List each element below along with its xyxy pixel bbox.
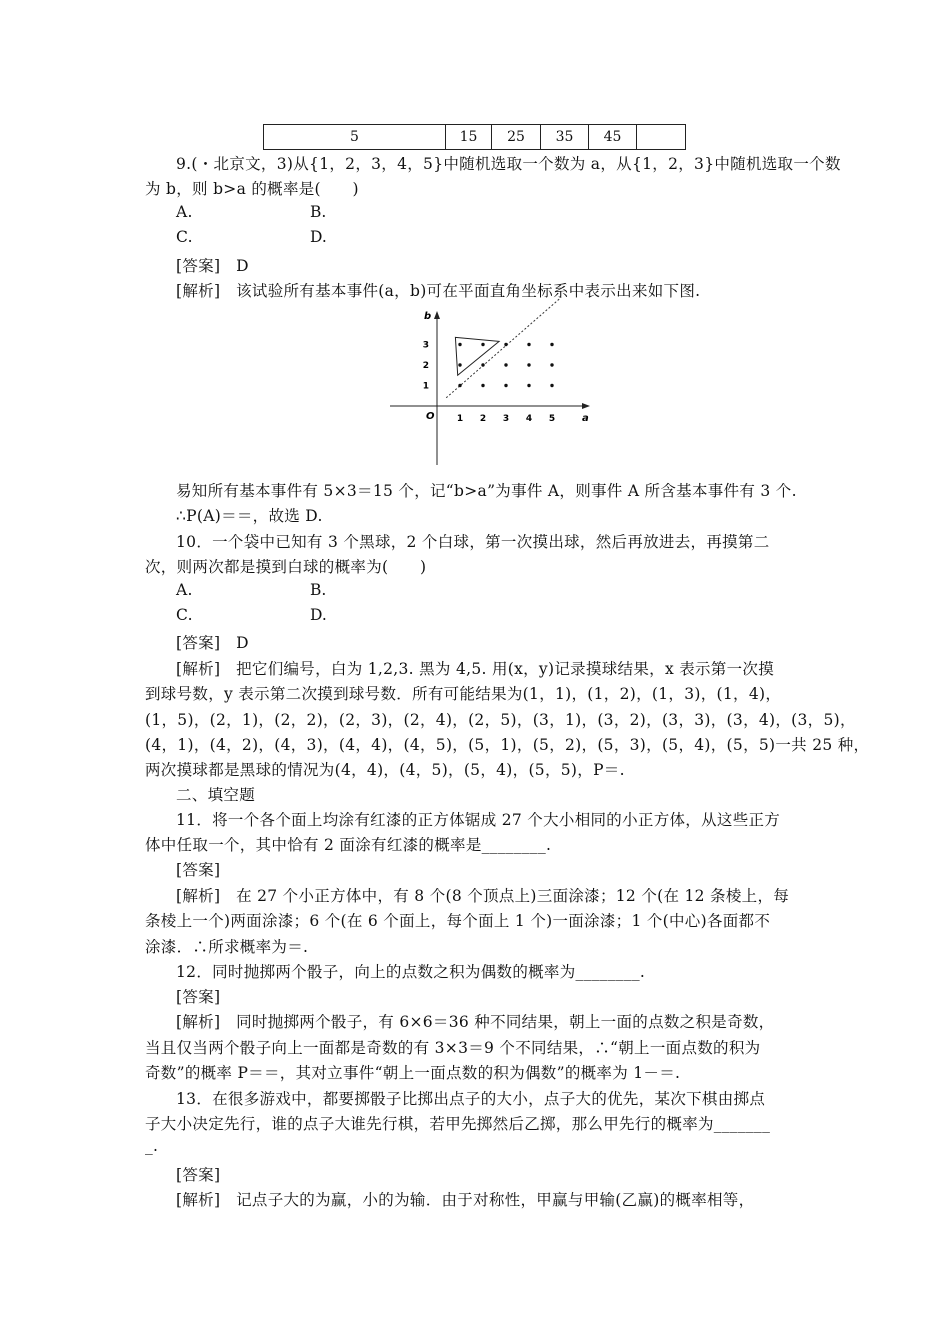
x-tick-label: 2 xyxy=(479,414,487,424)
data-point xyxy=(458,384,461,387)
data-point xyxy=(458,363,461,366)
highlight-triangle xyxy=(455,337,499,375)
table-cell: 5 xyxy=(264,125,446,150)
x-tick-label: 3 xyxy=(502,414,510,424)
data-point xyxy=(527,384,530,387)
q9-option-d: D. xyxy=(310,228,327,246)
q10-option-d: D. xyxy=(310,606,327,624)
q13-line2: 子大小决定先行，谁的点子大谁先行棋，若甲先掷然后乙掷，那么甲先行的概率为_______ xyxy=(145,1115,771,1133)
q9-option-c: C. xyxy=(176,228,193,246)
q10-line2: 次，则两次都是摸到白球的概率为( ) xyxy=(145,558,427,576)
q10-line1: 10．一个袋中已知有 3 个黑球，2 个白球，第一次摸出球，然后再放进去，再摸第二 xyxy=(176,533,770,551)
data-point xyxy=(504,363,507,366)
x-tick-label: 4 xyxy=(525,414,533,424)
after-line2: ∴P(A)＝＝，故选 D. xyxy=(176,507,323,525)
data-point xyxy=(527,363,530,366)
q11-line2: 体中任取一个，其中恰有 2 面涂有红漆的概率是________. xyxy=(145,836,552,854)
q9-option-a: A. xyxy=(176,203,193,221)
table-cell: 45 xyxy=(589,125,637,150)
q10-analysis-line2: 到球号数，y 表示第二次摸到球号数．所有可能结果为(1，1)，(1，2)，(1，3)，(1，4)， xyxy=(145,685,782,703)
data-point xyxy=(481,363,484,366)
y-axis-label: b xyxy=(424,311,432,322)
table-cell: 25 xyxy=(492,125,541,150)
table-cell: 15 xyxy=(446,125,492,150)
y-tick-label: 2 xyxy=(422,361,429,371)
q9-answer: [答案] D xyxy=(176,257,249,275)
x-tick-label: 1 xyxy=(456,414,464,424)
q11-answer: [答案] xyxy=(176,861,221,879)
q9-line1: 9.(・北京文，3)从{1，2，3，4，5}中随机选取一个数为 a，从{1，2，3}中随机选取一个数 xyxy=(176,155,841,173)
y-tick-label: 1 xyxy=(422,381,429,392)
q10-analysis-line3: (1，5)，(2，1)，(2，2)，(2，3)，(2，4)，(2，5)，(3，1)，(3，2)，(3，3)，(3，4)，(3，5)， xyxy=(145,711,856,729)
x-axis-label: a xyxy=(582,413,589,424)
q10-option-b: B. xyxy=(310,581,327,599)
data-point xyxy=(550,343,553,346)
q9-analysis: [解析] 该试验所有基本事件(a，b)可在平面直角坐标系中表示出来如下图. xyxy=(176,282,701,300)
q10-analysis-line1: [解析] 把它们编号，白为 1,2,3. 黑为 4,5. 用(x，y)记录摸球结果，x 表示第一次摸 xyxy=(176,660,775,678)
x-axis-arrow xyxy=(582,403,590,409)
q9-line2: 为 b，则 b>a 的概率是( ) xyxy=(145,180,359,198)
y-axis-arrow xyxy=(434,311,440,319)
q11-analysis-line3: 涂漆．∴所求概率为＝. xyxy=(145,938,309,956)
q12-analysis-line3: 奇数”的概率 P＝＝，其对立事件“朝上一面点数的积为偶数”的概率为 1－＝. xyxy=(145,1064,681,1082)
data-point xyxy=(481,384,484,387)
data-point xyxy=(504,384,507,387)
q10-option-a: A. xyxy=(176,581,193,599)
x-tick-label: 5 xyxy=(548,414,556,424)
q13-analysis-line1: [解析] 记点子大的为赢，小的为输．由于对称性，甲赢与甲输(乙赢)的概率相等， xyxy=(176,1191,755,1209)
q11-analysis-line2: 条棱上一个)两面涂漆；6 个(在 6 个面上，每个面上 1 个)一面涂漆；1 个(中心)各面都不 xyxy=(145,912,771,930)
q11-line1: 11．将一个各个面上均涂有红漆的正方体锯成 27 个大小相同的小正方体，从这些正方 xyxy=(176,811,781,829)
origin-label: O xyxy=(426,411,435,422)
q13-line1: 13．在很多游戏中，都要掷骰子比掷出点子的大小，点子大的优先，某次下棋由掷点 xyxy=(176,1090,766,1108)
q10-option-c: C. xyxy=(176,606,193,624)
q12-answer: [答案] xyxy=(176,988,221,1006)
q10-analysis-line4: (4，1)，(4，2)，(4，3)，(4，4)，(4，5)，(5，1)，(5，2)，(5，3)，(5，4)，(5，5)一共 25 种， xyxy=(145,736,870,754)
dashed-line-b-equals-a xyxy=(446,297,561,397)
q10-answer: [答案] D xyxy=(176,634,249,652)
data-point xyxy=(550,363,553,366)
y-tick-label: 3 xyxy=(422,340,429,351)
q13-line3: _. xyxy=(145,1137,159,1155)
q9-option-b: B. xyxy=(310,203,327,221)
q12-analysis-line2: 当且仅当两个骰子向上一面都是奇数的有 3×3＝9 个不同结果，∴“朝上一面点数的积为 xyxy=(145,1039,761,1057)
data-point xyxy=(458,343,461,346)
q11-analysis-line1: [解析] 在 27 个小正方体中，有 8 个(8 个顶点上)三面涂漆；12 个(在 12 条棱上，每 xyxy=(176,887,790,905)
data-point xyxy=(504,343,507,346)
q12-line1: 12．同时抛掷两个骰子，向上的点数之积为偶数的概率为________. xyxy=(176,963,646,981)
data-point xyxy=(481,343,484,346)
q12-analysis-line1: [解析] 同时抛掷两个骰子，有 6×6＝36 种不同结果，朝上一面的点数之积是奇数， xyxy=(176,1013,775,1031)
data-point xyxy=(527,343,530,346)
table-cell: 35 xyxy=(541,125,589,150)
section-title: 二、填空题 xyxy=(176,786,256,804)
after-line1: 易知所有基本事件有 5×3＝15 个，记“b>a”为事件 A，则事件 A 所含基本事件有 3 个. xyxy=(176,482,797,500)
q13-answer: [答案] xyxy=(176,1166,221,1184)
q10-analysis-line5: 两次摸球都是黑球的情况为(4，4)，(4，5)，(5，4)，(5，5)，P＝. xyxy=(145,761,625,779)
data-point xyxy=(550,384,553,387)
